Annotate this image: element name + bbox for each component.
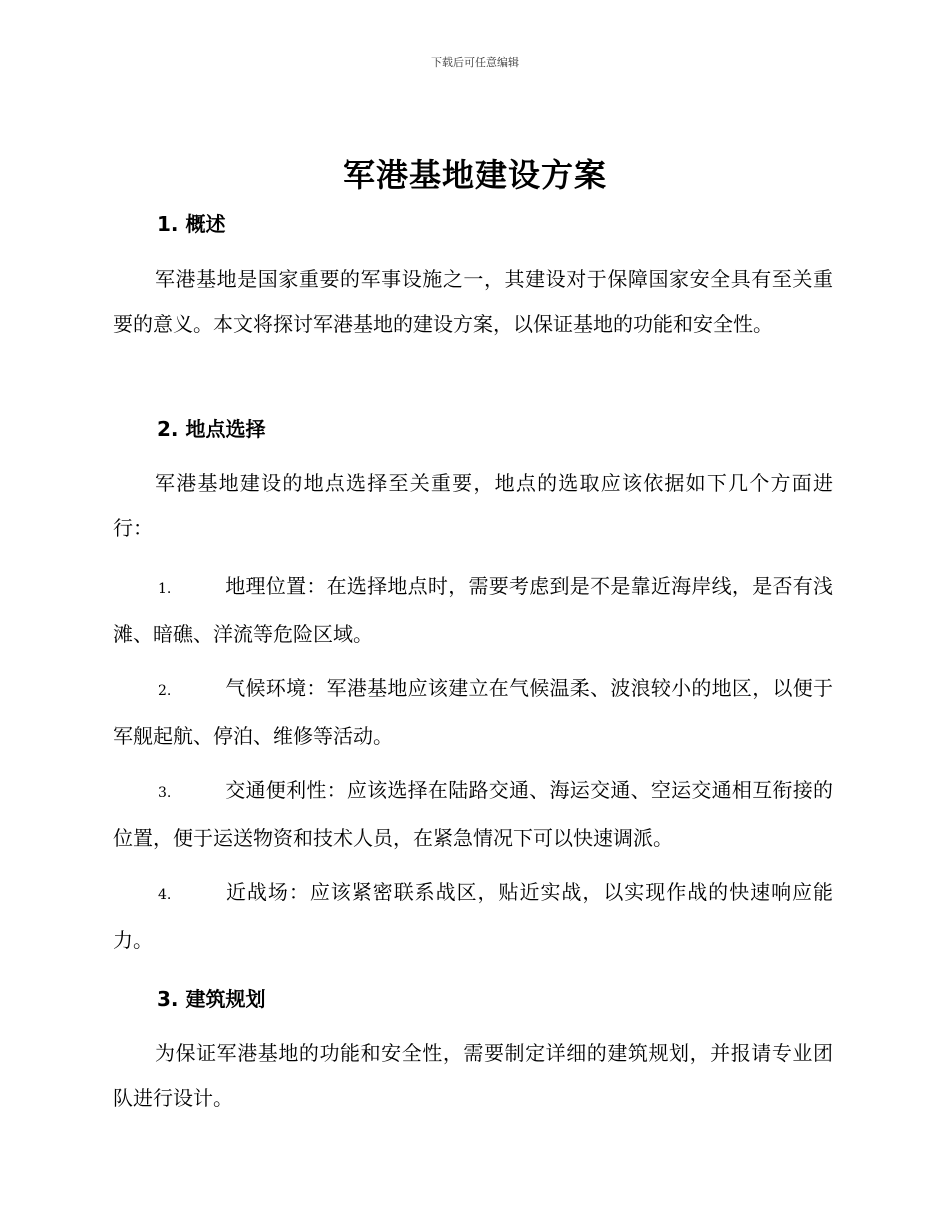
list-item-number: 3. (158, 785, 172, 801)
section-1-heading: 1. 概述 (157, 212, 226, 236)
section-3-paragraph: 为保证军港基地的功能和安全性，需要制定详细的建筑规划，并报请专业团队进行设计。 (113, 1041, 833, 1110)
list-item (113, 768, 833, 861)
list-item-number: 1. (158, 581, 172, 597)
document-title: 军港基地建设方案 (342, 156, 607, 194)
section-2-paragraph: 军港基地建设的地点选择至关重要，地点的选取应该依据如下几个方面进行： (113, 471, 833, 540)
list-item-text: 交通便利性：应该选择在陆路交通、海运交通、空运交通相互衔接的位置，便于运送物资和技术人员，在紧急情况下可以快速调派。 (113, 778, 833, 850)
list-item (113, 870, 833, 963)
list-item-number: 2. (158, 683, 172, 699)
list-item-number: 4. (158, 887, 172, 903)
section-2-heading: 2. 地点选择 (157, 417, 266, 441)
list-item-text: 气候环境：军港基地应该建立在气候温柔、波浪较小的地区，以便于军舰起航、停泊、维修等活动。 (113, 676, 833, 748)
list-item-text: 近战场：应该紧密联系战区，贴近实战，以实现作战的快速响应能力。 (113, 880, 833, 952)
section-1-paragraph: 军港基地是国家重要的军事设施之一，其建设对于保障国家安全具有至关重要的意义。本文将探讨军港基地的建设方案，以保证基地的功能和安全性。 (113, 267, 833, 336)
list-item (113, 564, 833, 657)
list-item (113, 666, 833, 759)
header-note: 下载后可任意编辑 (431, 56, 519, 69)
section-3-heading: 3. 建筑规划 (157, 987, 266, 1011)
list-item-text: 地理位置：在选择地点时，需要考虑到是不是靠近海岸线，是否有浅滩、暗礁、洋流等危险区域。 (113, 574, 833, 646)
